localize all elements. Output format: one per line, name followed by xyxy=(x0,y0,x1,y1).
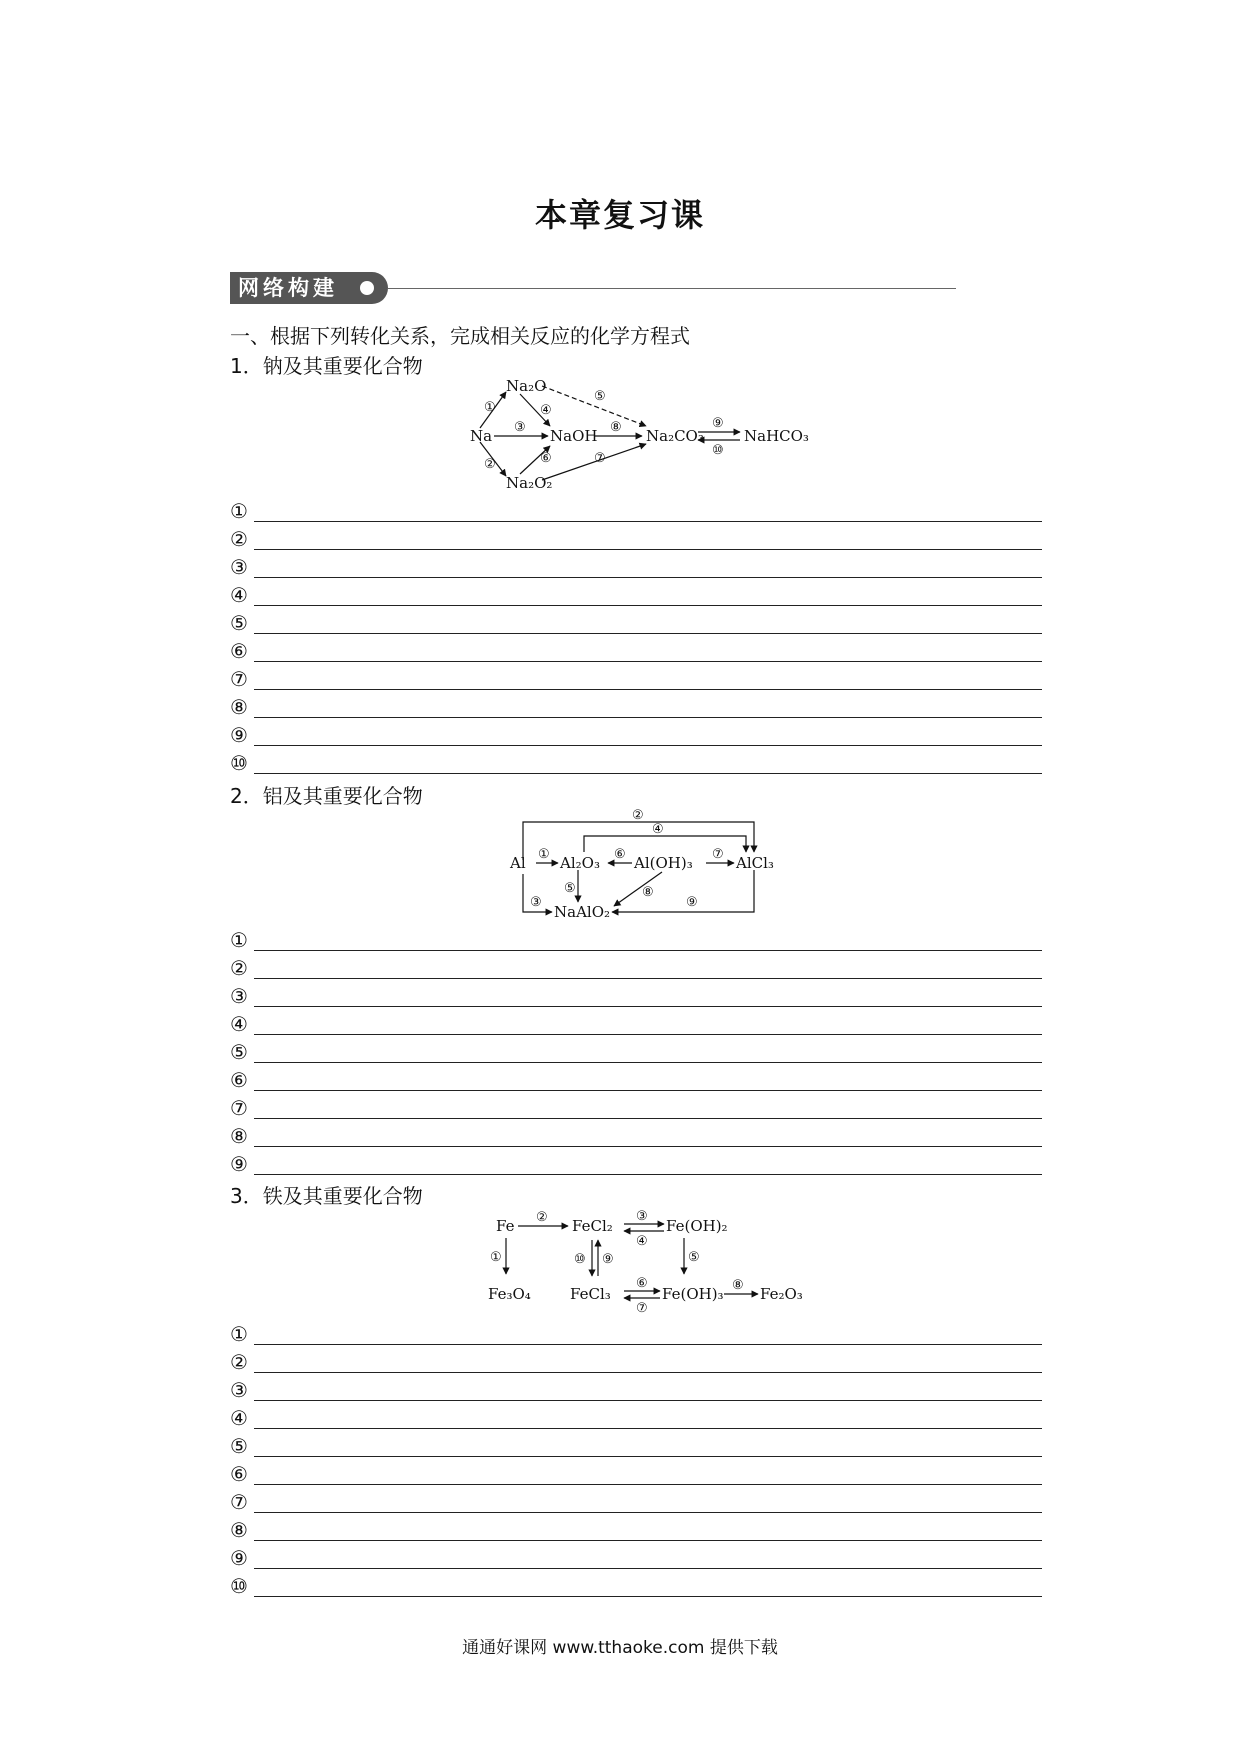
step-5-label: ⑤ xyxy=(594,389,606,404)
step-6-label: ⑥ xyxy=(614,847,626,862)
step-2-label: ② xyxy=(484,457,496,472)
answer-line[interactable]: ③ xyxy=(230,979,1042,1007)
step-7-label: ⑦ xyxy=(594,451,606,466)
fecl2-label: FeCl₂ xyxy=(572,1217,613,1235)
naoh-label: NaOH xyxy=(550,427,598,445)
answer-line[interactable]: ⑩ xyxy=(230,746,1042,774)
answer-line[interactable]: ④ xyxy=(230,578,1042,606)
answer-line[interactable]: ② xyxy=(230,951,1042,979)
answer-line[interactable]: ⑤ xyxy=(230,1429,1042,1457)
na2o-label: Na₂O xyxy=(506,377,547,395)
step-7-label: ⑦ xyxy=(636,1301,648,1316)
bullet-dot-icon xyxy=(360,281,374,295)
answer-line[interactable]: ⑦ xyxy=(230,1485,1042,1513)
step-7-label: ⑦ xyxy=(712,847,724,862)
answer-line[interactable]: ⑤ xyxy=(230,1035,1042,1063)
step-10-label: ⑩ xyxy=(574,1252,586,1267)
page-title: 本章复习课 xyxy=(534,196,705,234)
answer-line[interactable]: ⑧ xyxy=(230,690,1042,718)
footer-text: 通通好课网 www.tthaoke.com 提供下载 xyxy=(462,1638,778,1658)
answer-line[interactable]: ③ xyxy=(230,550,1042,578)
answer-line[interactable]: ⑤ xyxy=(230,606,1042,634)
step-9-label: ⑨ xyxy=(686,895,698,910)
answer-line[interactable]: ① xyxy=(230,923,1042,951)
step-4-label: ④ xyxy=(652,822,664,837)
aluminum-conversion-diagram xyxy=(510,808,780,928)
step-10-label: ⑩ xyxy=(712,443,724,458)
na2o2-label: Na₂O₂ xyxy=(506,474,553,492)
answer-line[interactable]: ⑦ xyxy=(230,1091,1042,1119)
aloh3-label: Al(OH)₃ xyxy=(634,854,693,872)
fe3o4-label: Fe₃O₄ xyxy=(488,1285,531,1303)
step-5-label: ⑤ xyxy=(688,1250,700,1265)
na-label: Na xyxy=(470,427,493,445)
section-1-heading: 1．钠及其重要化合物 xyxy=(230,354,423,378)
nahco3-label: NaHCO₃ xyxy=(744,427,809,445)
section-2-heading: 2．铝及其重要化合物 xyxy=(230,784,423,808)
step-1-label: ① xyxy=(490,1250,502,1265)
answer-line[interactable]: ⑨ xyxy=(230,1541,1042,1569)
step-4-label: ④ xyxy=(636,1234,648,1249)
answer-line[interactable]: ⑧ xyxy=(230,1513,1042,1541)
step-1-label: ① xyxy=(538,847,550,862)
answer-line[interactable]: ④ xyxy=(230,1401,1042,1429)
step-9-label: ⑨ xyxy=(712,416,724,431)
fe2o3-label: Fe₂O₃ xyxy=(760,1285,803,1303)
answer-line[interactable]: ① xyxy=(230,494,1042,522)
answer-line[interactable]: ① xyxy=(230,1317,1042,1345)
step-5-label: ⑤ xyxy=(564,881,576,896)
answer-line[interactable]: ⑥ xyxy=(230,1063,1042,1091)
answer-line[interactable]: ⑥ xyxy=(230,634,1042,662)
step-6-label: ⑥ xyxy=(636,1276,648,1291)
answer-line[interactable]: ⑨ xyxy=(230,718,1042,746)
step-8-label: ⑧ xyxy=(642,885,654,900)
answer-line[interactable]: ⑦ xyxy=(230,662,1042,690)
answer-line[interactable]: ⑨ xyxy=(230,1147,1042,1175)
step-2-label: ② xyxy=(632,808,644,823)
instruction-text: 一、根据下列转化关系，完成相关反应的化学方程式 xyxy=(230,324,690,348)
feoh2-label: Fe(OH)₂ xyxy=(666,1217,728,1235)
iron-conversion-diagram xyxy=(488,1208,808,1316)
step-2-label: ② xyxy=(536,1210,548,1225)
feoh3-label: Fe(OH)₃ xyxy=(662,1285,724,1303)
naalo2-label: NaAlO₂ xyxy=(554,903,611,921)
step-9-label: ⑨ xyxy=(602,1252,614,1267)
alcl3-label: AlCl₃ xyxy=(736,854,774,872)
step-6-label: ⑥ xyxy=(540,451,552,466)
fe-label: Fe xyxy=(496,1217,515,1235)
step-8-label: ⑧ xyxy=(732,1278,744,1293)
step-3-label: ③ xyxy=(530,895,542,910)
na2co3-label: Na₂CO₃ xyxy=(646,427,704,445)
al2o3-label: Al₂O₃ xyxy=(560,854,600,872)
answer-line[interactable]: ④ xyxy=(230,1007,1042,1035)
answer-line[interactable]: ⑩ xyxy=(230,1569,1042,1597)
step-8-label: ⑧ xyxy=(610,420,622,435)
step-3-label: ③ xyxy=(636,1209,648,1224)
banner-label: 网络构建 xyxy=(230,272,388,304)
answer-line[interactable]: ⑧ xyxy=(230,1119,1042,1147)
answer-line[interactable]: ⑥ xyxy=(230,1457,1042,1485)
sodium-conversion-diagram xyxy=(470,378,830,496)
section-3-heading: 3．铁及其重要化合物 xyxy=(230,1184,423,1208)
fecl3-label: FeCl₃ xyxy=(570,1285,611,1303)
step-1-label: ① xyxy=(484,400,496,415)
step-3-label: ③ xyxy=(514,420,526,435)
answer-line[interactable]: ② xyxy=(230,522,1042,550)
answer-line[interactable]: ② xyxy=(230,1345,1042,1373)
answer-line[interactable]: ③ xyxy=(230,1373,1042,1401)
al-label: Al xyxy=(510,854,526,872)
banner-divider xyxy=(388,288,956,289)
step-4-label: ④ xyxy=(540,403,552,418)
